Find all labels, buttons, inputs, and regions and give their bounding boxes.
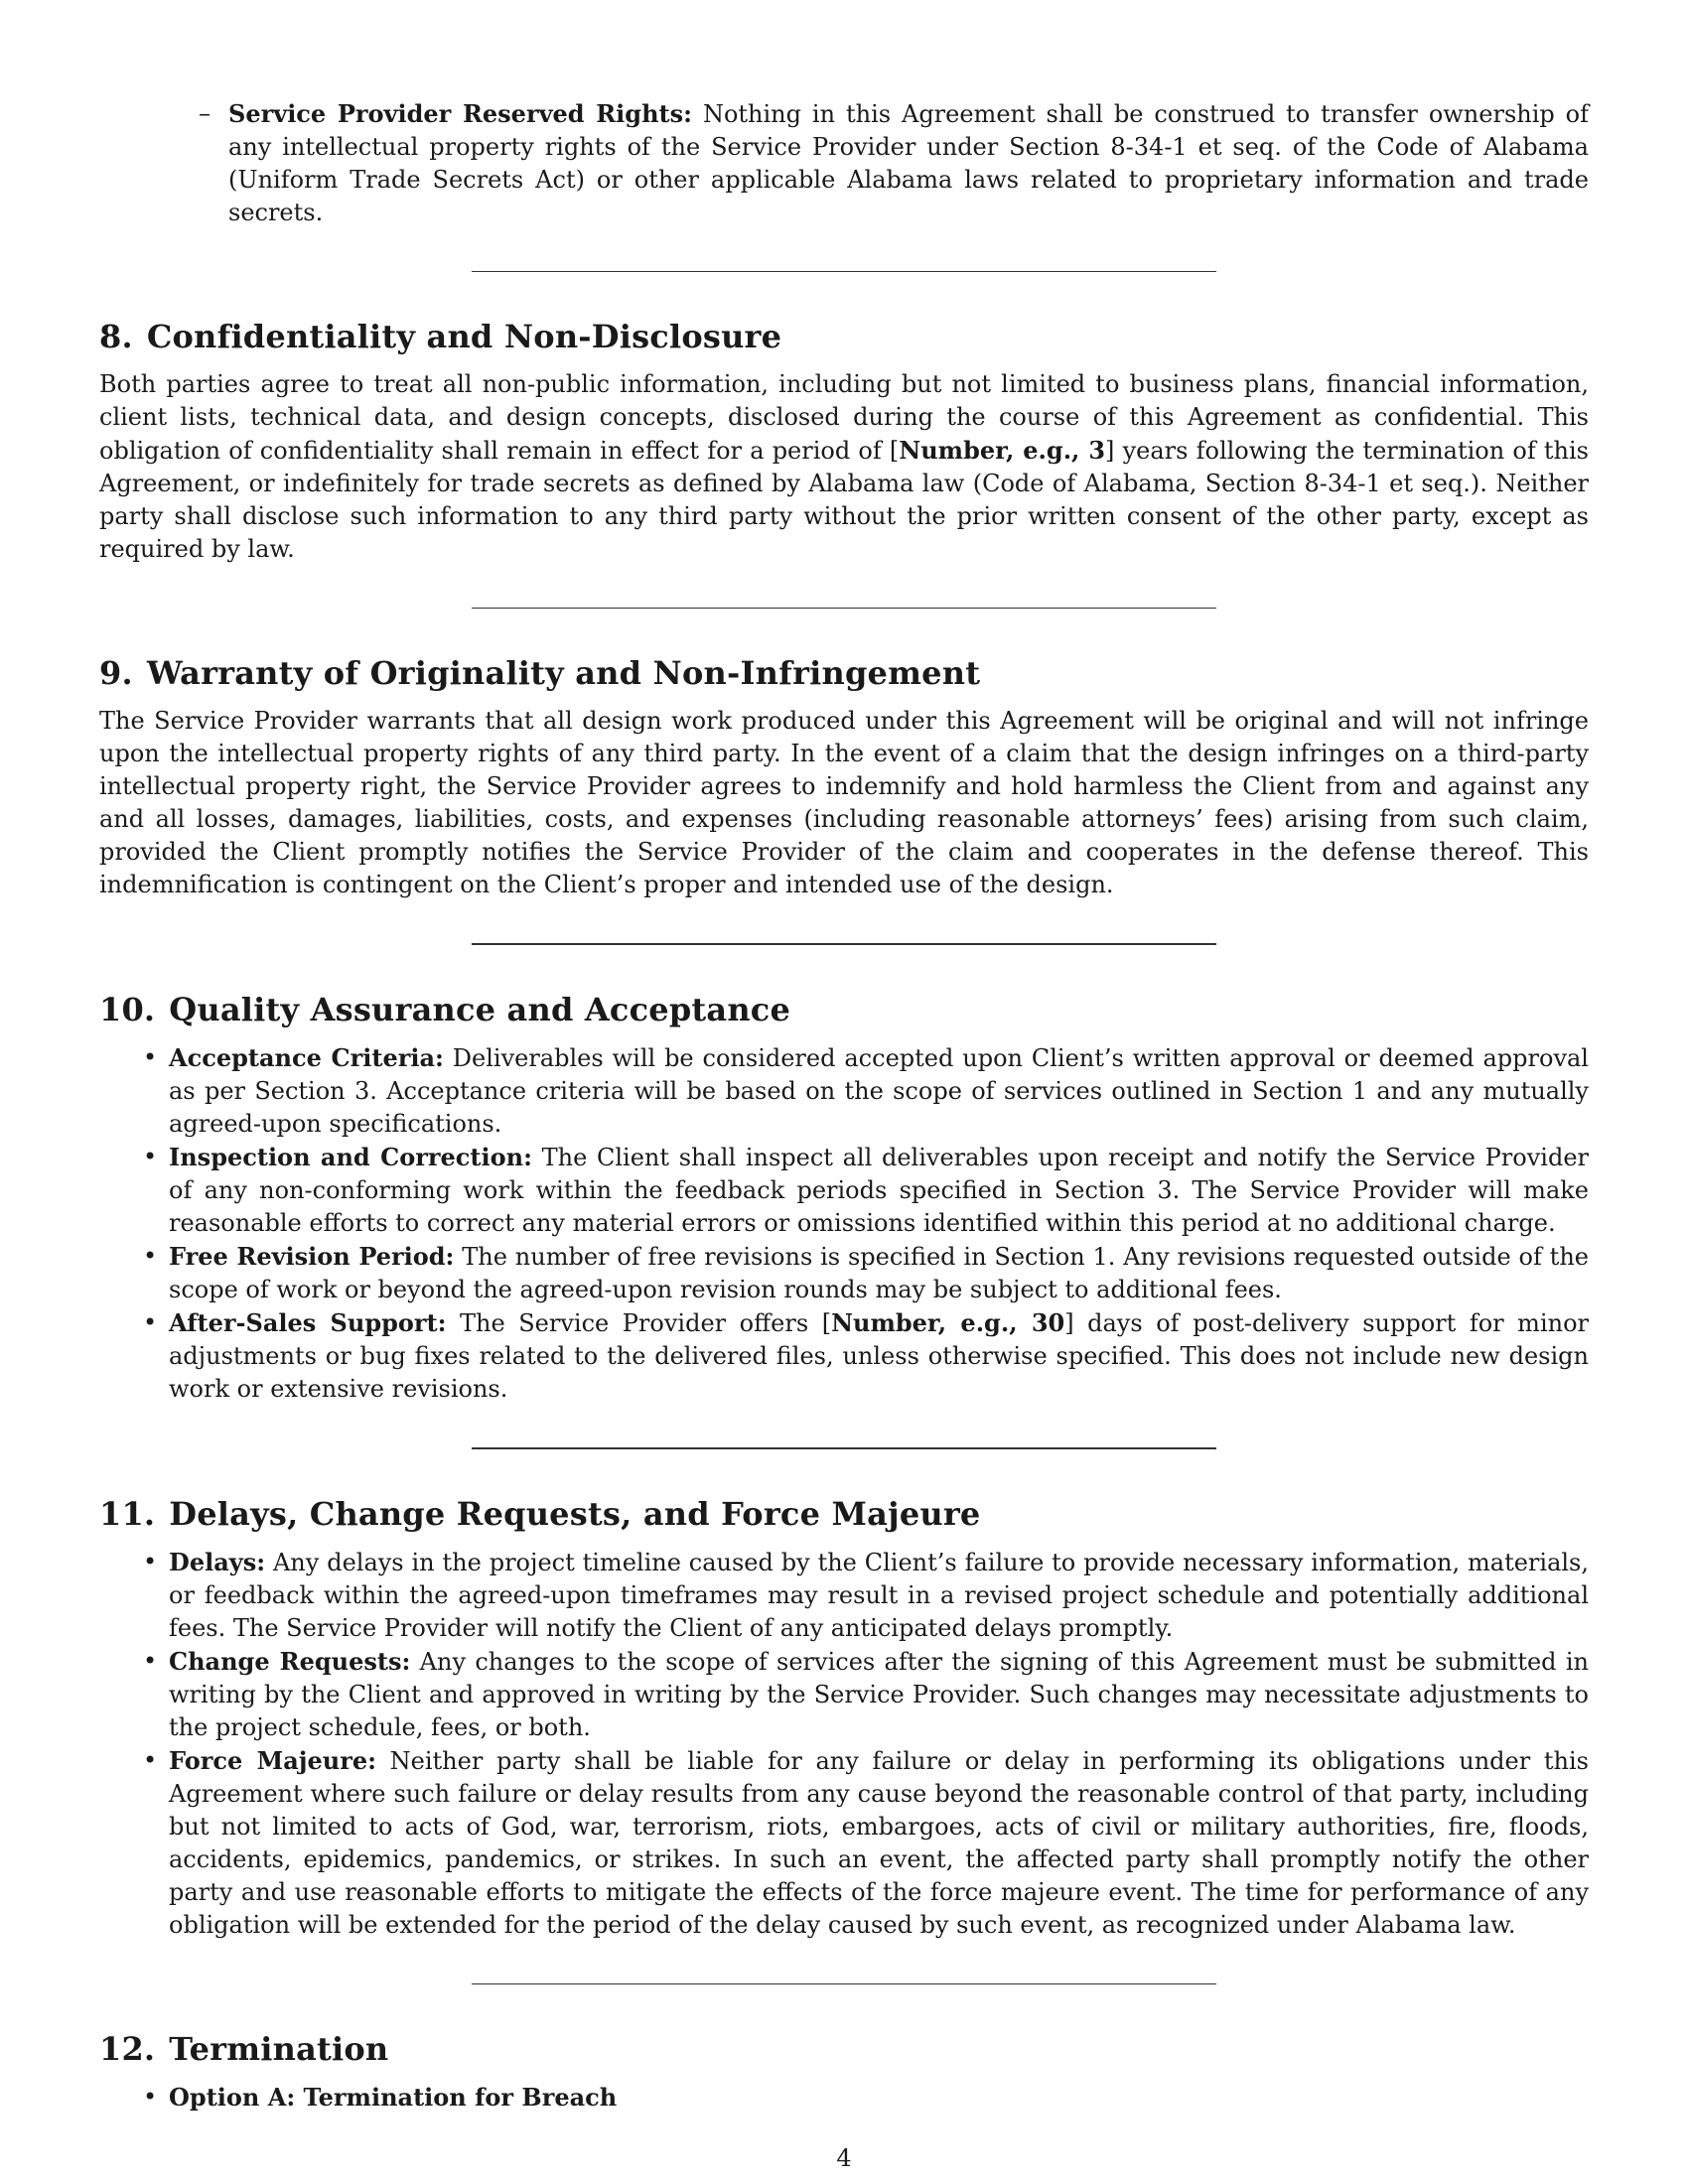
item-label: Option A: Termination for Breach: [169, 2083, 618, 2112]
section-heading: [99, 990, 1589, 1029]
item-label: Change Requests:: [169, 1647, 411, 1676]
section-heading: [99, 317, 1589, 356]
section-divider: [472, 608, 1216, 609]
section-title: Warranty of Originality and Non-Infringement: [146, 654, 981, 692]
item-label: Acceptance Criteria:: [169, 1043, 444, 1072]
section-divider: [472, 943, 1216, 945]
list-item: [169, 1141, 1589, 1240]
list-item: [169, 1645, 1589, 1744]
item-text: The number of free revisions is specified in Section 1. Any revisions requested outside of the scope of work or beyond the agreed-upon revision rounds may be subject to additional fees.: [169, 1243, 1589, 1303]
section-number: 9.: [99, 654, 133, 692]
section-heading: [99, 653, 1589, 693]
section-divider: [472, 271, 1216, 272]
document-page: [99, 97, 1589, 2115]
section-title: Termination: [169, 2030, 389, 2068]
list-item: [228, 97, 1589, 229]
item-text: Neither party shall be liable for any failure or delay in performing its obligations under this Agreement where such failure or delay results from any cause beyond the reasonable control of that party, including but not limited to acts of God, war, terrorism, riots, embargoes, acts of civil or military authorities, fire, floods, accidents, epidemics, pandemics, or strikes. In such an event, the affected party shall promptly notify the other party and use reasonable efforts to mitigate the effects of the force majeure event. The time for performance of any obligation will be extended for the period of the delay caused by such event, as recognized under Alabama law.: [169, 1747, 1589, 1939]
item-label: After-Sales Support:: [169, 1308, 447, 1337]
item-text: The Client shall inspect all deliverables upon receipt and notify the Service Provider of any non-conforming work within the feedback periods specified in Section 3. The Service Provider will make reasonable efforts to correct any material errors or omissions identified within this period at no additional charge.: [169, 1144, 1589, 1237]
item-text: Any changes to the scope of services after the signing of this Agreement must be submitted in writing by the Client and approved in writing by the Service Provider. Such changes may necessitate adjustments to the project schedule, fees, or both.: [169, 1648, 1589, 1741]
list-item: [169, 1306, 1589, 1406]
section-number: 8.: [99, 318, 133, 355]
item-text: Any delays in the project timeline caused by the Client’s failure to provide necessary information, materials, or feedback within the agreed-upon timeframes may result in a revised project schedule and potentially additional fees. The Service Provider will notify the Client of any anticipated delays promptly.: [169, 1549, 1589, 1642]
section-paragraph: [99, 368, 1589, 566]
item-label: Force Majeure:: [169, 1746, 376, 1775]
section-paragraph: The Service Provider warrants that all design work produced under this Agreement will be original and will not infringe upon the intellectual property rights of any third party. In the event of a claim that the design infringes on a third-party intellectual property right, the Service Provider agrees to indemnify and hold harmless the Client from and against any and all losses, damages, liabilities, costs, and expenses (including reasonable attorneys’ fees) arising from such claim, provided the Client promptly notifies the Service Provider of the claim and cooperates in the defense thereof. This indemnification is contingent on the Client’s proper and intended use of the design.: [99, 707, 1589, 898]
list-item: [169, 2081, 1589, 2115]
item-text: Nothing in this Agreement shall be construed to transfer ownership of any intellectual property rights of the Service Provider under Section 8-34-1 et seq. of the Code of Alabama (Uniform Trade Secrets Act) or other applicable Alabama laws related to proprietary information and trade secrets.: [228, 100, 1590, 226]
placeholder-text: Number, e.g., 3: [899, 436, 1106, 465]
section-title: Confidentiality and Non-Disclosure: [146, 318, 782, 355]
item-label: Service Provider Reserved Rights:: [228, 99, 692, 128]
reserved-rights-list: [99, 97, 1589, 229]
item-label: Inspection and Correction:: [169, 1143, 532, 1171]
placeholder-text: Number, e.g., 30: [831, 1308, 1065, 1337]
paragraph-text: Both parties agree to treat all non-public information, including but not limited to business plans, financial information, client lists, technical data, and design concepts, disclosed during the course of this Agreement as confidential. This obligation of confidentiality shall remain in effect for a period of [: [99, 370, 1589, 465]
section-heading: [99, 2029, 1589, 2069]
bullet-list: [99, 1041, 1589, 1406]
section-number: 12.: [99, 2030, 156, 2068]
item-text: ] days of post-delivery support for minor adjustments or bug fixes related to the delivered files, unless otherwise specified. This does not include new design work or extensive revisions.: [169, 1309, 1589, 1403]
list-item: [169, 1744, 1589, 1942]
section-number: 10.: [99, 991, 156, 1028]
section-title: Delays, Change Requests, and Force Majeure: [169, 1495, 981, 1533]
section-number: 11.: [99, 1495, 156, 1533]
list-item: [169, 1041, 1589, 1141]
section-divider: [472, 1447, 1216, 1449]
bullet-list: [99, 1546, 1589, 1942]
section-title: Quality Assurance and Acceptance: [169, 991, 791, 1028]
bullet-list: [99, 2081, 1589, 2115]
page-number: 4: [836, 2144, 852, 2172]
section-heading: [99, 1494, 1589, 1534]
item-text: The Service Provider offers [: [460, 1309, 832, 1337]
item-label: Free Revision Period:: [169, 1242, 455, 1271]
item-text: Deliverables will be considered accepted upon Client’s written approval or deemed approval as per Section 3. Acceptance criteria will be based on the scope of services outlined in Section 1 and any mutually agreed-upon specifications.: [169, 1044, 1589, 1138]
list-item: [169, 1240, 1589, 1306]
paragraph-text: ] years following the termination of this Agreement, or indefinitely for trade secrets as defined by Alabama law (Code of Alabama, Section 8-34-1 et seq.). Neither party shall disclose such information to any third party without the prior written consent of the other party, except as required by law.: [99, 437, 1589, 563]
section-divider: [472, 1983, 1216, 1984]
item-label: Delays:: [169, 1548, 266, 1576]
list-item: [169, 1546, 1589, 1645]
